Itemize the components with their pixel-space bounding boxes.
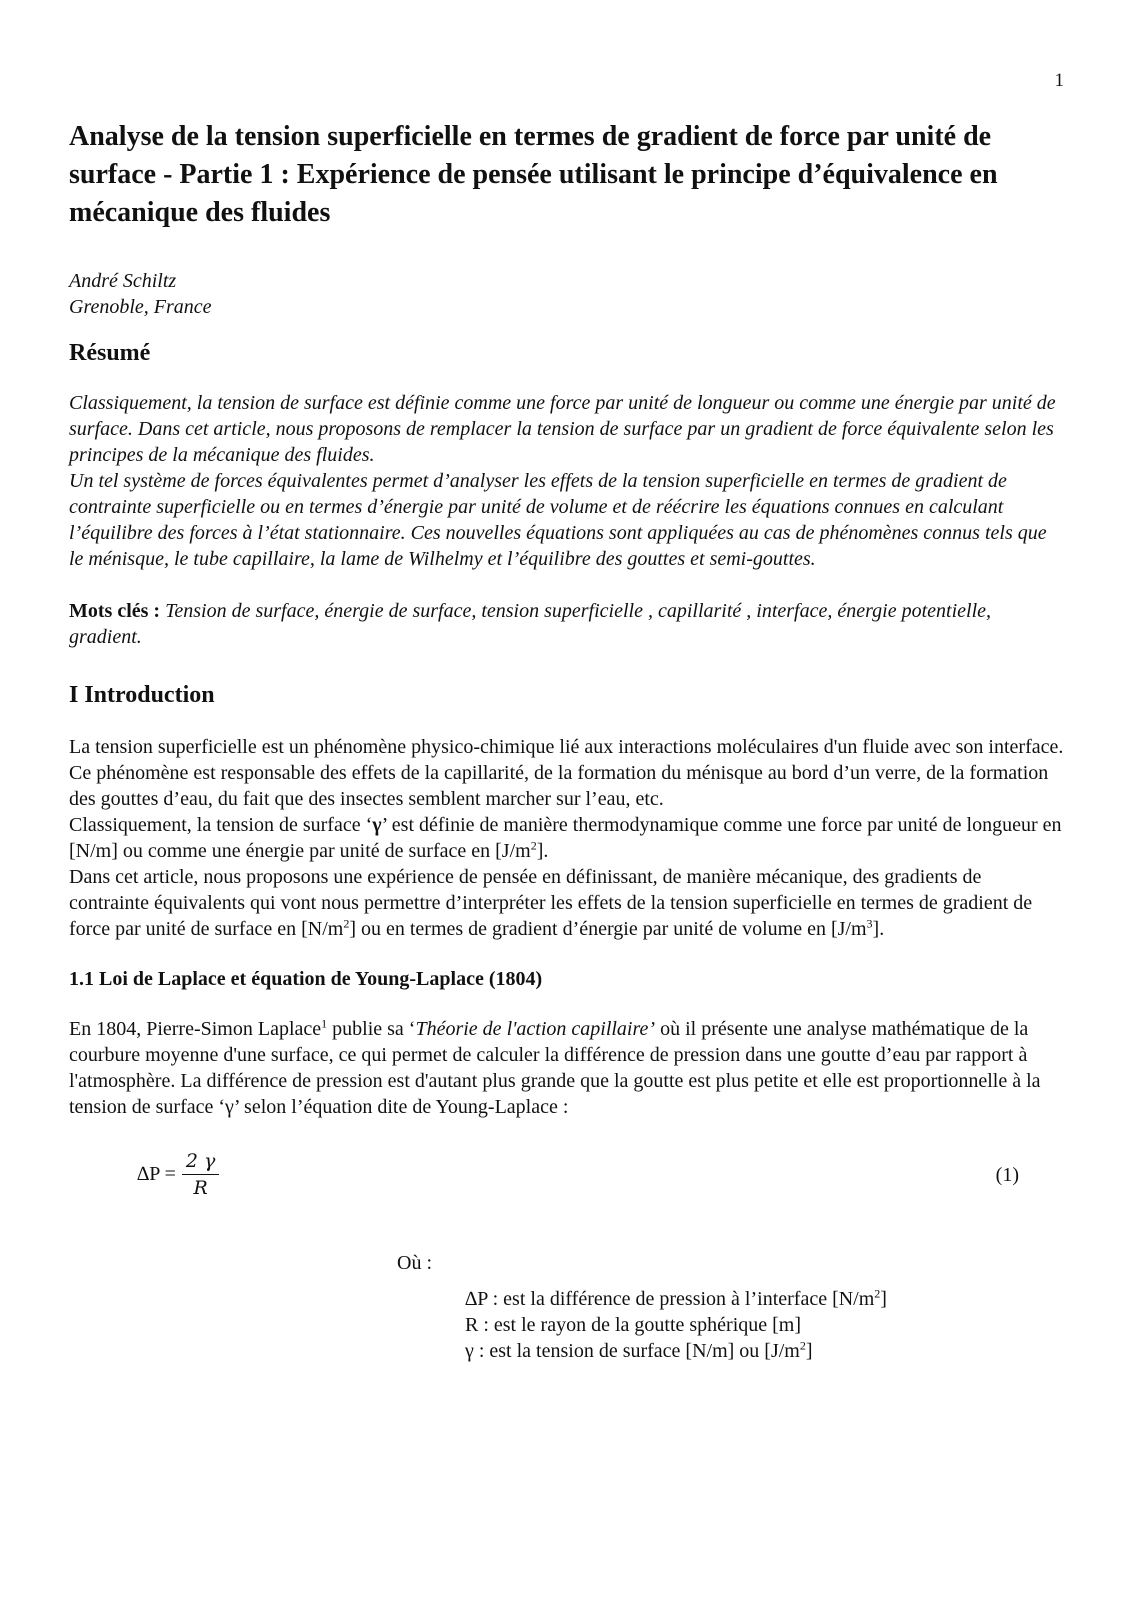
text-span: γ : est la tension de surface [N/m] ou [J/m (465, 1340, 800, 1362)
text-span: ∆P : est la différence de pression à l’interface [N/m (465, 1288, 875, 1310)
fraction-denominator: R (193, 1177, 208, 1199)
variable-definitions (69, 1250, 1065, 1364)
text-span: Classiquement, la tension de surface ‘ (69, 814, 373, 836)
text-span: ] (880, 1288, 887, 1310)
keywords (69, 598, 1065, 650)
where-label: Où : (397, 1252, 432, 1274)
definition-item: R : est le rayon de la goutte sphérique [m] (465, 1314, 802, 1336)
equation-lhs: ∆P = (137, 1163, 176, 1185)
equation-row (69, 1150, 1065, 1206)
introduction-heading: I Introduction (69, 682, 215, 708)
text-span: ]. (872, 918, 885, 940)
page-content (69, 118, 1065, 1364)
cited-work: Théorie de l'action capillaire’ (415, 1018, 656, 1040)
abstract-body (69, 390, 1065, 572)
text-span: ] (805, 1340, 813, 1362)
equation (137, 1150, 219, 1199)
page-number: 1 (1054, 70, 1064, 91)
laplace-paragraph (69, 1016, 1065, 1120)
text-span: ]. (536, 840, 549, 862)
author-location: Grenoble, France (69, 296, 212, 318)
definitions-list (465, 1286, 1065, 1364)
author-name: André Schiltz (69, 270, 177, 292)
text-span: En 1804, Pierre-Simon Laplace (69, 1018, 322, 1040)
equation-fraction (182, 1150, 219, 1199)
abstract-paragraph: Classiquement, la tension de surface est définie comme une force par unité de longueur ou comme une énergie par unité de surface. Dans cet article, nous proposons de remplacer la tension de surface par un gradient de force équivalente selon les principes de la mécanique des fluides. (69, 392, 1056, 466)
abstract-paragraph: Un tel système de forces équivalentes permet d’analyser les effets de la tension superficielle en termes de gradient de contrainte superficielle ou en termes d’énergie par unité de volume et de réécrire les équations connues en calculant l’équilibre des forces à l’état stationnaire. Ces nouvelles équations sont appliquées au cas de phénomènes connus tels que le ménisque, le tube capillaire, la lame de Wilhelmy et l’équilibre des gouttes et semi-gouttes. (69, 470, 1047, 570)
superscript: 2 (530, 838, 537, 853)
keywords-text: Tension de surface, énergie de surface, tension superficielle , capillarité , interface, énergie potentielle, gradient. (69, 600, 991, 648)
definition-item (465, 1286, 1065, 1312)
intro-paragraph: La tension superficielle est un phénomène physico-chimique lié aux interactions moléculaires d'un fluide avec son interface. Ce phénomène est responsable des effets de la capillarité, de la formation du ménisque au bord d’un verre, de la formation des gouttes d’eau, du fait que des insectes semblent marcher sur l’eau, etc. (69, 736, 1064, 810)
author-block (69, 268, 1065, 320)
text-span: où il présente une analyse mathématique de la courbure moyenne d'une surface, ce qui permet de calculer la différence de pression dans une goutte d’eau par rapport à l'atmosphère. La différence de pression est d'autant plus grande que la goutte est plus petite et elle est proportionnelle à la tension de surface ‘γ’ selon l’équation dite de Young-Laplace : (69, 1018, 1041, 1118)
footnote-marker: 1 (321, 1016, 328, 1031)
keywords-label: Mots clés : (69, 600, 161, 622)
superscript: 2 (343, 916, 350, 931)
equation-number: (1) (995, 1164, 1019, 1186)
gamma-symbol: γ (372, 814, 382, 836)
intro-paragraph (69, 864, 1065, 942)
fraction-numerator: 2 γ (182, 1150, 219, 1175)
superscript: 2 (799, 1338, 806, 1353)
introduction-body (69, 734, 1065, 942)
text-span: publie sa ‘ (327, 1018, 416, 1040)
text-span: ] ou en termes de gradient d’énergie par unité de volume en [J/m (349, 918, 867, 940)
text-span: Dans cet article, nous proposons une expérience de pensée en définissant, de manière mécanique, des gradients de contrainte équivalents qui vont nous permettre d’interpréter les effets de la tension superficielle en termes de gradient de force par unité de surface en [N/m (69, 866, 1033, 940)
abstract-heading: Résumé (69, 340, 151, 366)
definition-item (465, 1338, 1065, 1364)
superscript: 2 (874, 1286, 881, 1301)
subsection-heading: 1.1 Loi de Laplace et équation de Young-Laplace (1804) (69, 968, 543, 990)
paper-title: Analyse de la tension superficielle en termes de gradient de force par unité de surface - Partie 1 : Expérience de pensée utilisant le principe d’équivalence en mécanique des fluides (69, 121, 998, 228)
intro-paragraph (69, 812, 1065, 864)
superscript: 3 (866, 916, 873, 931)
text-span: ’ est définie de manière thermodynamique comme une force par unité de longueur en [N/m] ou comme une énergie par unité de surface en [J/m (69, 814, 1062, 862)
